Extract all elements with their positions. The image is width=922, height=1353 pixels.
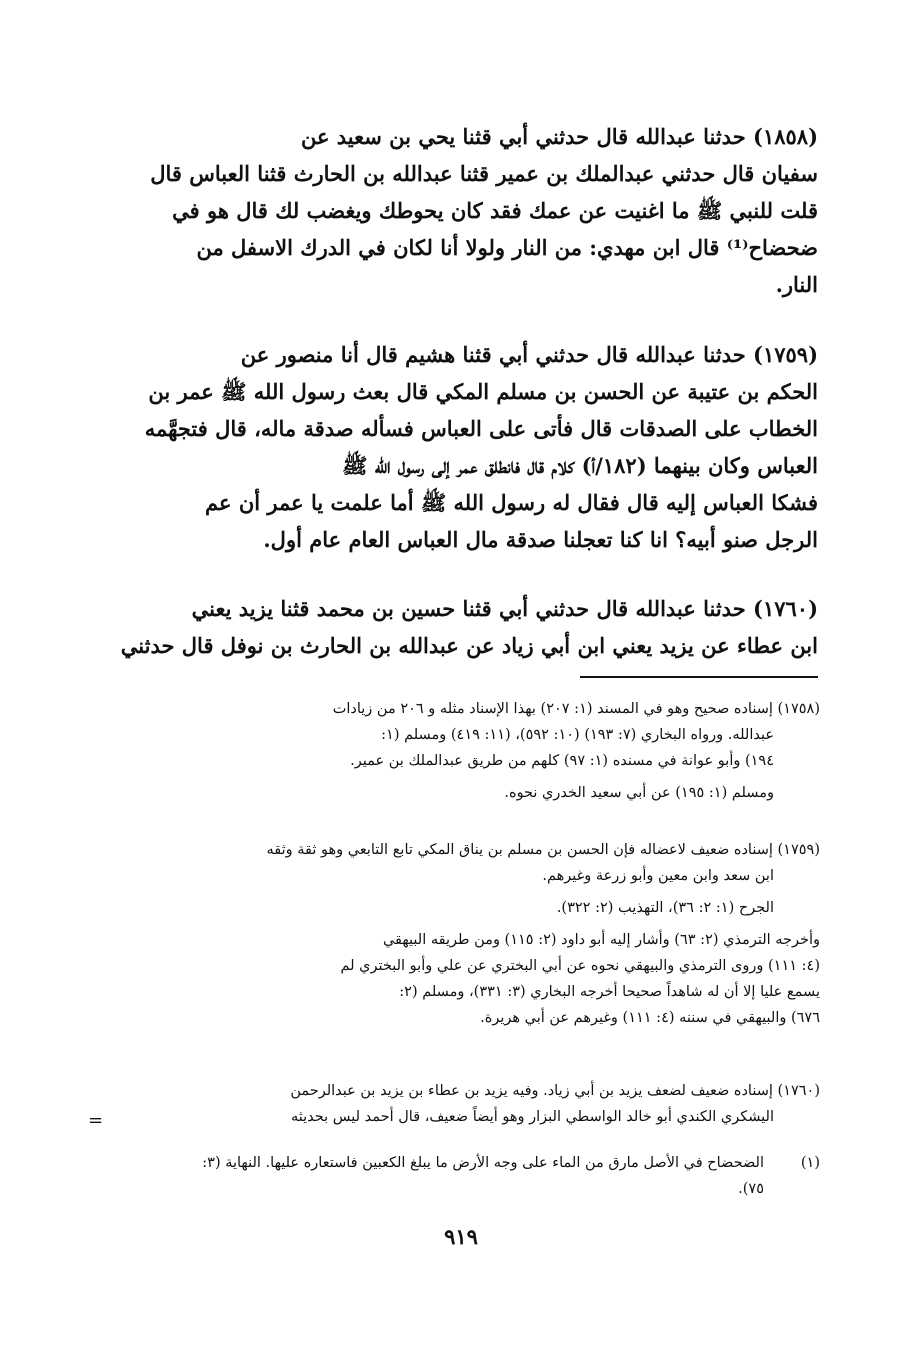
hadith-line: العباس وكان بينهما (١٨٢/أ) كلام قال فانطلق عمر إلى رسول الله ﷺ: [342, 453, 818, 478]
note-1759: [100, 837, 820, 1031]
hadith-line: ابن عطاء عن يزيد يعني ابن أبي زياد عن عبدالله بن الحارث بن نوفل قال حدثني: [120, 633, 818, 658]
note-1758: [100, 696, 820, 806]
hadith-1759: [118, 336, 818, 558]
hadith-line: النار.: [775, 272, 818, 297]
footnote-line: [100, 1150, 820, 1176]
note-1760: [100, 1078, 820, 1130]
hadith-line: (١٨٥٨) حدثنا عبدالله قال حدثني أبي قثنا يحي بن سعيد عن: [300, 124, 818, 149]
hadith-line: الخطاب على الصدقات قال فأتى على العباس فسأله صدقة ماله، قال فتجهَّمه: [144, 416, 818, 441]
footnote-text: ٧٥).: [738, 1181, 764, 1197]
footnote-marker: (١): [800, 1155, 820, 1171]
footnote-1: [100, 1150, 820, 1202]
note-line: الجرح (١: ٢: ٣٦)، التهذيب (٢: ٣٢٢).: [556, 900, 774, 916]
hadith-line: قلت للنبي ﷺ ما اغنيت عن عمك فقد كان يحوطك ويغضب لك قال هو في: [172, 198, 818, 223]
hadith-line: الرجل صنو أبيه؟ انا كنا تعجلنا صدقة مال العباس العام عام أول.: [263, 527, 818, 552]
note-line: ١٩٤) وأبو عوانة في مسنده (١: ٩٧) كلهم من طريق عبدالملك بن عمير.: [350, 753, 774, 769]
hadith-line: فشكا العباس إليه قال فقال له رسول الله ﷺ أما علمت يا عمر أن عم: [205, 490, 818, 515]
note-line: ومسلم (١: ١٩٥) عن أبي سعيد الخدري نحوه.: [504, 785, 774, 801]
hadith-line: (١٧٥٩) حدثنا عبدالله قال حدثني أبي قثنا هشيم قال أنا منصور عن: [240, 342, 818, 367]
hadith-line: سفيان قال حدثني عبدالملك بن عمير قثنا عبدالله بن الحارث قثنا العباس قال: [150, 161, 818, 186]
note-line: ابن سعد وابن معين وأبو زرعة وغيرهم.: [542, 868, 774, 884]
footnote-separator: [580, 676, 818, 678]
note-line: عبدالله. ورواه البخاري (٧: ١٩٣) (١٠: ٥٩٢)، (١١: ٤١٩) ومسلم (١:: [381, 727, 774, 743]
note-line: (٤: ١١١) وروى الترمذي والبيهقي نحوه عن أبي البختري عن علي وأبو البختري لم: [340, 958, 820, 974]
hadith-line: ضحضاح⁽¹⁾ قال ابن مهدي: من النار ولولا أنا لكان في الدرك الاسفل من: [196, 235, 818, 260]
hadith-1760: [118, 590, 818, 664]
continuation-mark: =: [88, 1110, 104, 1131]
footnote-text: الضحضاح في الأصل مارق من الماء على وجه الأرض ما يبلغ الكعبين فاستعاره عليها. النهاية (٣:: [202, 1155, 764, 1171]
page-number: ٩١٩: [444, 1224, 478, 1249]
note-line: (١٧٥٨) إسناده صحيح وهو في المسند (١: ٢٠٧) بهذا الإسناد مثله و ٢٠٦ من زيادات: [332, 701, 820, 717]
hadith-line: (١٧٦٠) حدثنا عبدالله قال حدثني أبي قثنا حسين بن محمد قثنا يزيد يعني: [191, 596, 818, 621]
note-line: اليشكري الكندي أبو خالد الواسطي البزار وهو أيضاً ضعيف، قال أحمد ليس بحديثه: [290, 1109, 774, 1125]
note-line: ٦٧٦) والبيهقي في سننه (٤: ١١١) وغيرهم عن أبي هريرة.: [480, 1010, 820, 1026]
note-line: يسمع عليا إلا أن له شاهداً صحيحا أخرجه البخاري (٣: ٣٣١)، ومسلم (٢:: [399, 984, 820, 1000]
footnote-line: [100, 1176, 820, 1202]
hadith-1758: [118, 118, 818, 303]
note-line: (١٧٦٠) إسناده ضعيف لضعف يزيد بن أبي زياد. وفيه يزيد بن عطاء بن يزيد بن عبدالرحمن: [290, 1083, 820, 1099]
note-line: وأخرجه الترمذي (٢: ٦٣) وأشار إليه أبو داود (٢: ١١٥) ومن طريقه البيهقي: [382, 932, 820, 948]
hadith-line: الحكم بن عتيبة عن الحسن بن مسلم المكي قال بعث رسول الله ﷺ عمر بن: [148, 379, 818, 404]
note-line: (١٧٥٩) إسناده ضعيف لاعضاله فإن الحسن بن مسلم بن يناق المكي تابع التابعي وهو ثقة وثقه: [266, 842, 820, 858]
